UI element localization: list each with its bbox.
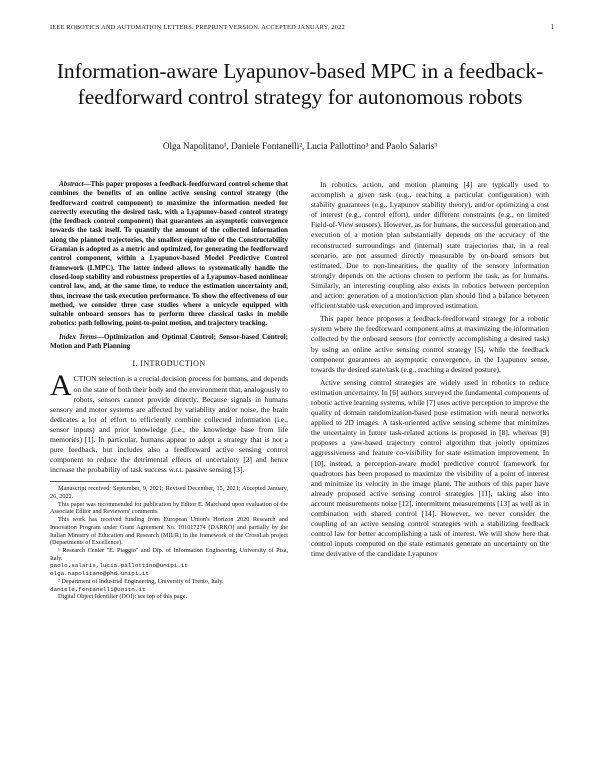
footnote-rule (50, 481, 140, 482)
running-header: IEEE ROBOTICS AND AUTOMATION LETTERS. PREPRINT VERSION. ACCEPTED JANUARY, 2022 (50, 24, 345, 31)
body-paragraph: Active sensing control strategies are widely used in robotics to reduce estimation uncertainty. In [6] authors surveyed the fundamental components of robotic active learning systems, while [7] uses active perception to improve the quality of domain randomization-based pose estimation with neural networks applied to 2D images. A task-oriented active sensing scheme that minimizes the uncertainty in future task-related actions is proposed in [8], whereas [9] proposes a yaw-based trajectory control algorithm that jointly optimizes aggressiveness and feature co-visibility for state estimation improvement. In [10], instead, a perception-aware model predictive control framework for quadrotors has been proposed to maximize the visibility of a point of interest and minimize its velocity in the image plane. The authors of this paper have already proposed active sensing control strategies [11], taking also into account measurements noise [12], intermittent measurements [13] as well as in combination with shared control [14]. However, we never consider the coupling of an active sensing control strategies with a stabilizing feedback control law for better accomplishing a task of interest. We will show here that control inputs computed on the state estimates generate an uncertainty on the time derivative of the candidate Lyapunov (311, 377, 549, 559)
footnote-received: Manuscript received: September, 9, 2021; Revised December, 15, 2021; Accepted January, 26, 2022. (50, 485, 288, 501)
index-terms-text: —Optimization and Optimal Control; Sensor-based Control; Motion and Path Planning (50, 332, 288, 351)
footnote-affiliation-2: ² Department of Industrial Engineering, University of Trento, Italy. (58, 577, 224, 585)
footnote-affiliation-1: ¹ Research Center "E. Piaggio" and Dip. of Information Engineering, University of Pisa, Italy. (50, 547, 288, 562)
page-number: 1 (550, 24, 554, 31)
paper-title: Information-aware Lyapunov-based MPC in a feedback-feedforward control strategy for autonomous robots (56, 59, 544, 109)
footnote-email-3[interactable]: daniele.fontanelli@unitn.it (50, 585, 146, 593)
index-terms-lead: Index Terms (59, 332, 97, 341)
intro-paragraph-text: CTION selection is a crucial decision process for humans, and depends on the state of both their body and the environment that, analogously to robots, sensors cannot provide directly. Because signals in humans sensory and motor systems are affected by variability and/or noise, the brain dedicates a lot of effort to efficiently combine collected information (i.e., sensor inputs) and prior knowledge (i.e., the knowledge base from life memories) [1]. In particular, humans appear to adopt a strategy that is not a pure feedback, but includes also a feedforward active sensing control component to reduce the detrimental effects of uncertainty [2] and hence increase the probability of task success w.r.t. passive sensing [3]. (50, 374, 289, 475)
abstract-text: —This paper proposes a feedback-feedforward control scheme that combines the benefits of an online active sensing control strategy (the feedforward control component) to maximize the information needed for correctly executing the desired task, with a Lyapunov-based control strategy (the feedback control component) that guarantees an asymptotic convergence towards the task itself. To quantify the amount of the collected information along the planned trajectories, the smallest eigenvalue of the Constructability Gramian is adopted as a metric and optimized, for generating the feedforward control component, within a Lyapunov-based Model Predictive Control framework (LMPC). The latter indeed allows to systematically handle the closed-loop stability and robustness properties of a Lyapunov-based nonlinear control law, and, at the same time, to reduce the estimation uncertainty and, thus, increase the task execution performance. To show the effectiveness of our method, we consider three case studies where a unicycle equipped with suitable onboard sensors has to perform three classical tasks in mobile robotics: path following, point-to-point motion, and trajectory tracking. (50, 180, 288, 328)
footnote-email-1[interactable]: paolo.salaris,lucia.pallottino@unipi.it (50, 562, 188, 570)
author-list: Olga Napolitano¹, Daniele Fontanelli², Lucia Pallottino³ and Paolo Salaris³ (162, 141, 438, 151)
intro-paragraph (50, 369, 289, 475)
footnote-funding: This work has received funding from European Union's Horizon 2020 Research and Innovation Program under Grant Agreement No. 101017274 (DARKO) and partially by the Italian Ministry of Education and Research (MIUR) in the framework of the CrossLab project (Departments of Excellence). (50, 516, 288, 547)
footnote-recommended: This paper was recommended for publication by Editor E. Marchand upon evaluation of the Associate Editor and Reviewers' comments. (50, 500, 288, 516)
abstract (50, 180, 288, 329)
left-column (50, 180, 288, 601)
drop-cap: A (50, 369, 72, 403)
body-paragraph: This paper hence proposes a feedback-feedforward strategy for a robotic system where the feedforward component aims at maximizing the information collected by the onboard sensors (for correctly accomplishing a desired task) by using an online active sensing control strategy [5], while the feedback component guarantees an asymptotic convergence, in the Lyapunov sense, towards the desired state/task (e.g., reaching a desired posture). (311, 314, 549, 374)
index-terms (50, 333, 288, 352)
abstract-lead: Abstract (59, 180, 84, 188)
section-heading-introduction: I. INTRODUCTION (132, 359, 206, 369)
footnote-doi: Digital Object Identifier (DOI): see top of this page. (58, 593, 188, 601)
footnote-email-2[interactable]: olga.napolitano@phd.unipi.it (50, 570, 149, 578)
right-column (311, 180, 549, 562)
body-paragraph: In robotics, action, and motion planning [4] are typically used to accomplish a given task (e.g., reaching a particular configuration) with stability guarantees (e.g., Lyapunov stability theory), and/or optimizing a cost of interest (e.g., control effort), under different constraints (e.g., on limited Field-of-View sensors). However, as for humans, the successful generation and execution of a motion plan substantially depends on the accuracy of the reconstructed surroundings and (internal) state trajectories that, in a real scenario, are not assumed directly measurable by on-board sensors but estimated. Due to non-linearities, the quality of the sensory information strongly depends on the actions chosen to perform the task, as for humans. Similarly, an interesting coupling also exists in robotics between perception and action: generation of a motion/action plan should find a balance between efficient/stable task execution and improved estimation. (311, 180, 549, 311)
